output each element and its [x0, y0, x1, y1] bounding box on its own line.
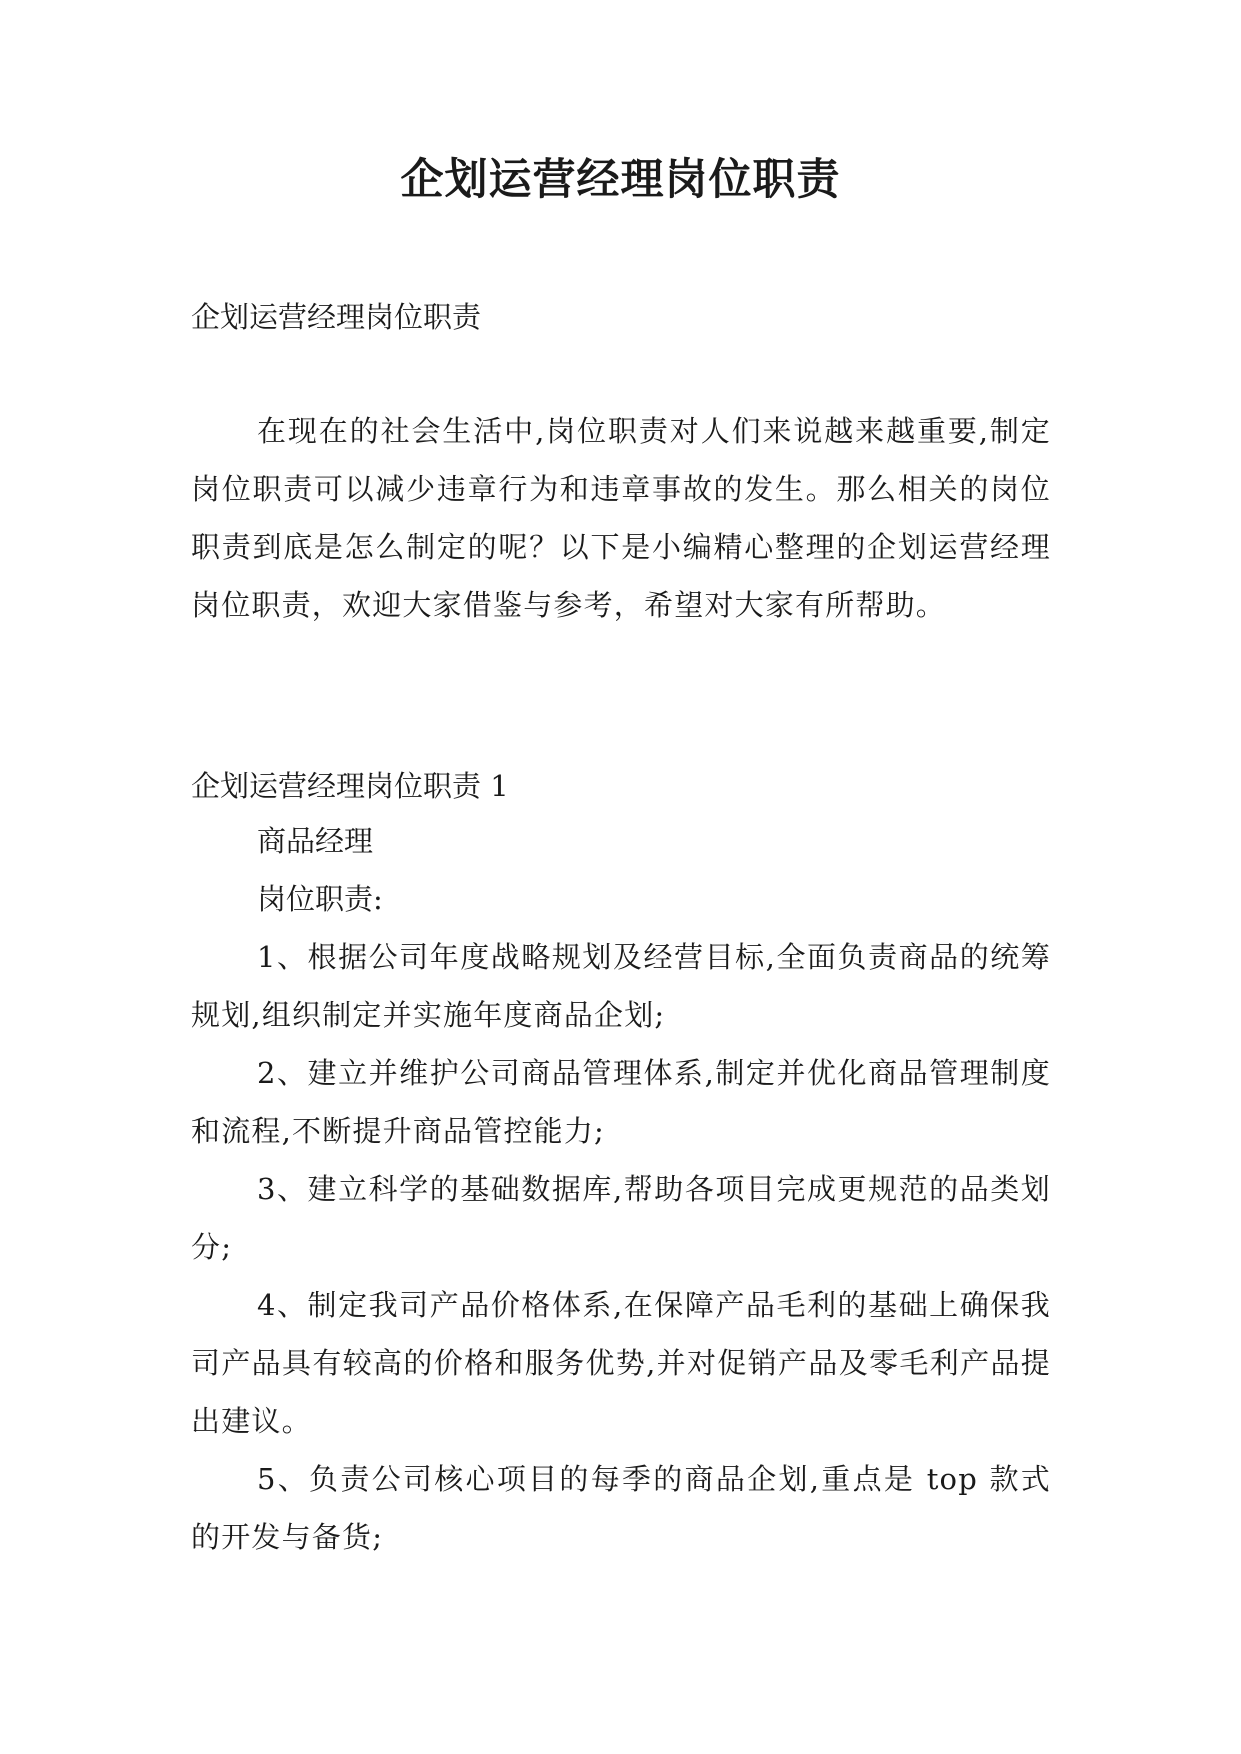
- document-subtitle: 企划运营经理岗位职责: [191, 300, 482, 334]
- section-title: 企划运营经理岗位职责 1: [191, 769, 509, 803]
- duty-item-1: 1、根据公司年度战略规划及经营目标,全面负责商品的统筹规划,组织制定并实施年度商品企划;: [191, 940, 1051, 1032]
- duty-item-4: 4、制定我司产品价格体系,在保障产品毛利的基础上确保我司产品具有较高的价格和服务优势,并对促销产品及零毛利产品提出建议。: [191, 1288, 1051, 1438]
- duties-section: [191, 812, 1051, 1566]
- duty-item-5: 5、负责公司核心项目的每季的商品企划,重点是 top 款式的开发与备货;: [191, 1462, 1051, 1554]
- duty-item-2: 2、建立并维护公司商品管理体系,制定并优化商品管理制度和流程,不断提升商品管控能力;: [191, 1056, 1051, 1148]
- intro-paragraph: 在现在的社会生活中,岗位职责对人们来说越来越重要,制定岗位职责可以减少违章行为和违章事故的发生。那么相关的岗位职责到底是怎么制定的呢？以下是小编精心整理的企划运营经理岗位职责，欢迎大家借鉴与参考，希望对大家有所帮助。: [191, 414, 1051, 622]
- duty-item-3: 3、建立科学的基础数据库,帮助各项目完成更规范的品类划分;: [191, 1172, 1051, 1264]
- document-title: 企划运营经理岗位职责: [400, 155, 841, 205]
- duties-heading: 岗位职责:: [257, 882, 383, 916]
- position-name: 商品经理: [257, 824, 374, 858]
